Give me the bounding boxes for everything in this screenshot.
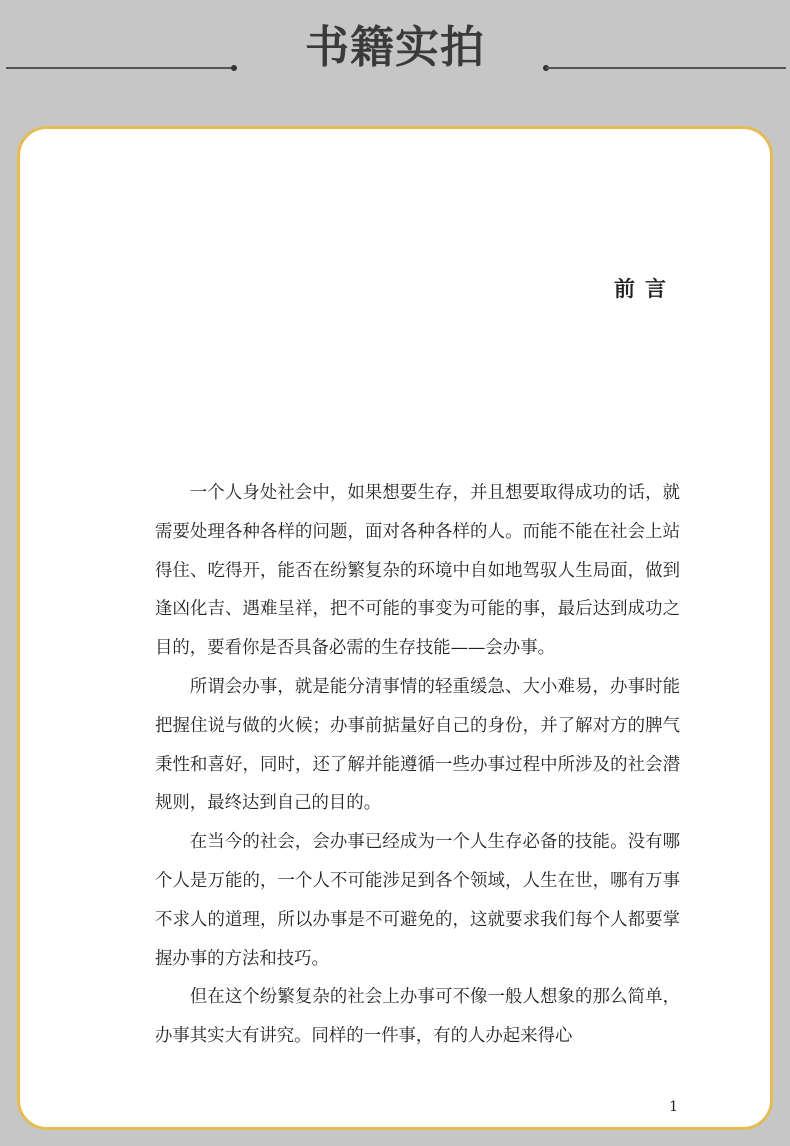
paragraph: 一个人身处社会中，如果想要生存，并且想要取得成功的话，就需要处理各种各样的问题，面对各种各样的人。而能不能在社会上站得住、吃得开，能否在纷繁复杂的环境中自如地驾驭人生局面，做到逢凶化吉、遇难呈祥，把不可能的事变为可能的事，最后达到成功之目的，要看你是否具备必需的生存技能——会办事。: [155, 483, 680, 659]
page-heading: 前言: [614, 276, 676, 301]
header-title: 书籍实拍: [305, 22, 485, 73]
header-banner: [0, 0, 790, 110]
paragraph: 但在这个纷繁复杂的社会上办事可不像一般人想象的那么简单，办事其实大有讲究。同样的一件事，有的人办起来得心: [155, 987, 680, 1047]
page-number: 1: [669, 1099, 678, 1115]
book-page: [17, 126, 773, 1130]
paragraph: 所谓会办事，就是能分清事情的轻重缓急、大小难易，办事时能把握住说与做的火候；办事前掂量好自己的身份，并了解对方的脾气秉性和喜好，同时，还了解并能遵循一些办事过程中所涉及的社会潜规则，最终达到自己的目的。: [155, 676, 680, 814]
page-body: [155, 474, 680, 1056]
header-right-rule: [546, 67, 786, 69]
paragraph: 在当今的社会，会办事已经成为一个人生存必备的技能。没有哪个人是万能的，一个人不可能涉足到各个领域，人生在世，哪有万事不求人的道理，所以办事是不可避免的，这就要求我们每个人都要掌握办事的方法和技巧。: [155, 832, 680, 969]
